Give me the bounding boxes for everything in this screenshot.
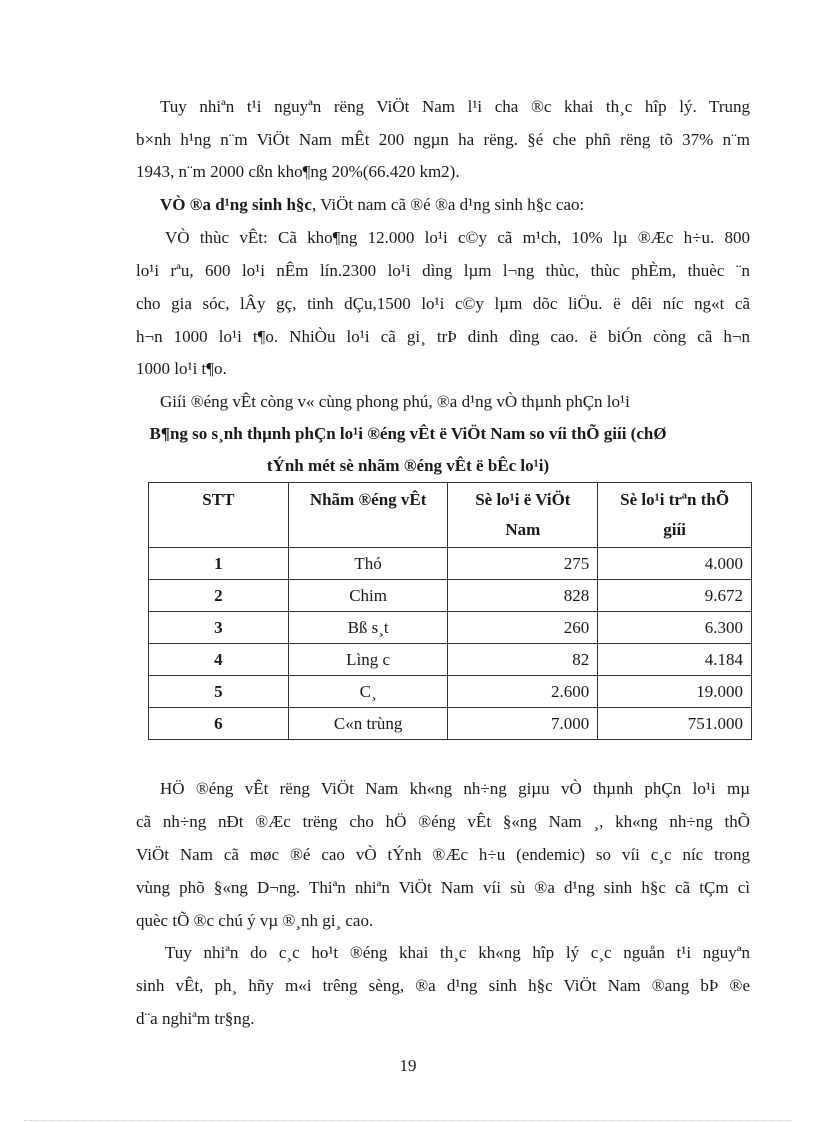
paragraph-5-line-3: ViÖt Nam cã møc ®é cao vÒ tÝnh ®Æc h÷u (endemic) so víi c¸c níc trong: [136, 845, 750, 864]
paragraph-6-line-1: Tuy nhiªn do c¸c ho¹t ®éng khai th¸c kh«ng hîp lý c¸c nguån t¹i nguyªn: [165, 943, 750, 962]
cell-group: C«n trùng: [288, 708, 448, 740]
paragraph-3-line-3: cho gia sóc, lÂy gç, tinh dÇu,1500 lo¹i c©y lµm dõc liÖu. ë dêi níc ng«t cã: [136, 294, 750, 313]
page-bottom-rule: [24, 1120, 792, 1121]
biodiversity-heading: VÒ ®a d¹ng sinh h§c: [160, 195, 312, 214]
cell-group: C¸: [288, 676, 448, 708]
cell-stt: 1: [149, 548, 289, 580]
page-number: 19: [399, 1056, 417, 1075]
paragraph-3-line-2: lo¹i rªu, 600 lo¹i nÊm lín.2300 lo¹i dìng lµm l¬ng thùc, thùc phÈm, thuèc ¨n: [136, 261, 750, 280]
cell-world-count: 4.184: [598, 644, 752, 676]
paragraph-2-rest: , ViÖt nam cã ®é ®a d¹ng sinh h§c cao:: [311, 195, 585, 214]
paragraph-1-line-3: 1943, n¨m 2000 cßn kho¶ng 20%(66.420 km2).: [136, 162, 460, 181]
cell-vietnam-count: 82: [448, 644, 598, 676]
cell-vietnam-count: 7.000: [448, 708, 598, 740]
table-caption-line-1: B¶ng so s¸nh thµnh phÇn lo¹i ®éng vÊt ë ViÖt Nam so víi thÕ giíi (chØ: [149, 424, 667, 443]
header-vietnam-species: [448, 483, 598, 548]
paragraph-1-line-1: Tuy nhiªn t¹i nguyªn rëng ViÖt Nam l¹i cha ®c khai th¸c hîp lý. Trung: [160, 97, 750, 116]
header-vietnam-line-1: Sè lo¹i ë ViÖt: [475, 490, 571, 509]
cell-stt: 6: [149, 708, 289, 740]
header-world-line-2: giíi: [663, 520, 686, 539]
cell-group: Thó: [288, 548, 448, 580]
table-caption-line-2: tÝnh mét sè nhãm ®éng vÊt ë bÊc lo¹i): [266, 456, 550, 475]
paragraph-5-line-1: HÖ ®éng vÊt rëng ViÖt Nam kh«ng nh÷ng giµu vÒ thµnh phÇn lo¹i mµ: [160, 779, 750, 798]
cell-stt: 4: [149, 644, 289, 676]
paragraph-2: [160, 194, 584, 216]
table-header-row: [149, 483, 752, 548]
table-row: [149, 708, 752, 740]
cell-vietnam-count: 260: [448, 612, 598, 644]
paragraph-4: Giíi ®éng vÊt còng v« cùng phong phú, ®a d¹ng vÒ thµnh phÇn lo¹i: [160, 392, 630, 411]
header-world-species: [598, 483, 752, 548]
paragraph-3-line-5: 1000 lo¹i t¶o.: [136, 359, 227, 378]
header-stt: STT: [149, 483, 289, 548]
cell-stt: 3: [149, 612, 289, 644]
paragraph-5-line-4: vùng phõ §«ng D¬ng. Thiªn nhiªn ViÖt Nam víi sù ®a d¹ng sinh h§c cã tÇm cì: [136, 878, 750, 897]
species-comparison-table: [148, 482, 752, 740]
cell-vietnam-count: 275: [448, 548, 598, 580]
paragraph-6-line-2: sinh vÊt, ph¸ hñy m«i trêng sèng, ®a d¹ng sinh h§c ViÖt Nam ®ang bÞ ®e: [136, 976, 750, 995]
table-row: [149, 612, 752, 644]
cell-world-count: 751.000: [598, 708, 752, 740]
cell-world-count: 4.000: [598, 548, 752, 580]
header-world-line-1: Sè lo¹i trªn thÕ: [620, 490, 730, 509]
header-animal-group: Nhãm ®éng vÊt: [288, 483, 448, 548]
paragraph-3-line-1: VÒ thùc vÊt: Cã kho¶ng 12.000 lo¹i c©y cã m¹ch, 10% lµ ®Æc h÷u. 800: [165, 228, 750, 247]
paragraph-5-line-2: cã nh÷ng nÐt ®Æc trëng cho hÖ ®éng vÊt §«ng Nam ¸, kh«ng nh÷ng thÕ: [136, 812, 750, 831]
cell-stt: 5: [149, 676, 289, 708]
cell-group: Chim: [288, 580, 448, 612]
header-vietnam-line-2: Nam: [505, 520, 541, 539]
cell-group: Lìng c: [288, 644, 448, 676]
table-row: [149, 676, 752, 708]
cell-stt: 2: [149, 580, 289, 612]
paragraph-1-line-2: b×nh h¹ng n¨m ViÖt Nam mÊt 200 ngµn ha rëng. §é che phñ rëng tõ 37% n¨m: [136, 130, 750, 149]
table-row: [149, 580, 752, 612]
paragraph-5-line-5: quèc tÕ ®c chú ý vµ ®¸nh gi¸ cao.: [136, 911, 374, 930]
table-row: [149, 644, 752, 676]
paragraph-6-line-3: d¨a nghiªm tr§ng.: [136, 1009, 255, 1028]
cell-vietnam-count: 2.600: [448, 676, 598, 708]
cell-world-count: 9.672: [598, 580, 752, 612]
cell-group: Bß s¸t: [288, 612, 448, 644]
cell-world-count: 19.000: [598, 676, 752, 708]
cell-vietnam-count: 828: [448, 580, 598, 612]
table-row: [149, 548, 752, 580]
paragraph-3-line-4: h¬n 1000 lo¹i t¶o. NhiÒu lo¹i cã gi¸ trÞ dinh dìng cao. ë biÓn còng cã h¬n: [136, 327, 750, 346]
cell-world-count: 6.300: [598, 612, 752, 644]
